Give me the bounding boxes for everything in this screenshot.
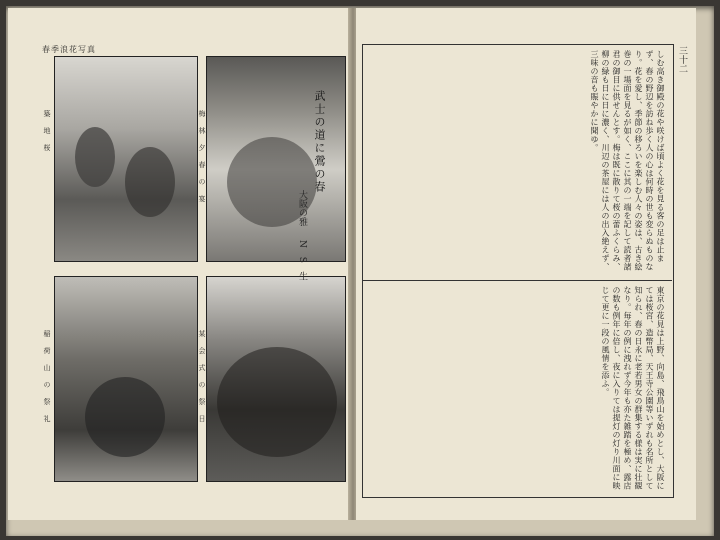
article-divider (362, 280, 672, 281)
photo-top-left (54, 56, 198, 262)
photo-caption: 某 会 式 の 祭 日 (198, 330, 206, 423)
photo-caption: 築 地 桜 (43, 110, 51, 152)
article-top-text: しむ高き御殿の花や咲けば頃よく花を見る客の足は止まず、春の野辺を訪ね歩く人の心は何時の世も変らぬものなり。花を愛し、季節の移ろいを楽しむ人々の姿は、古き絵巻の一場面を見るが如く、ここに其の一端を記して読者諸君の御目に供せんとす。梅は既に散りて桜の蕾ふくらみ、柳の緑も日に日に濃く、川辺の茶屋には人の出入絶えず、三味の音も賑やかに聞ゆ。 (590, 50, 665, 271)
photo-caption: 稲 荷 山 の 祭 礼 (43, 330, 51, 423)
photo-caption: 梅 林 夕 春 の 宴 (198, 110, 206, 203)
article-title (312, 90, 326, 194)
photo-bottom-left (54, 276, 198, 482)
page-header: 春季浪花写真 (42, 45, 96, 54)
article-title-main: 武士の道に鶯の春 (313, 90, 326, 194)
page-number: 三十二 (677, 46, 687, 73)
article-subtitle: 大阪の雅 (297, 190, 307, 226)
photo-bottom-right (206, 276, 346, 482)
article-byline: N S 生 (297, 240, 307, 284)
article-bottom-text: 東京の花見は上野、向島、飛鳥山を始めとし、大阪にては桜宮、造幣局、天王寺公園等いずれも名所として知られ、春の日永に老若男女の群集する様は実に壮観なり。毎年の例に洩れず今年も亦た雑踏を極め、露店の数も例年に倍し、夜に入りては提灯の灯り川面に映じて更に一段の風情を添ふ。 (601, 286, 665, 490)
